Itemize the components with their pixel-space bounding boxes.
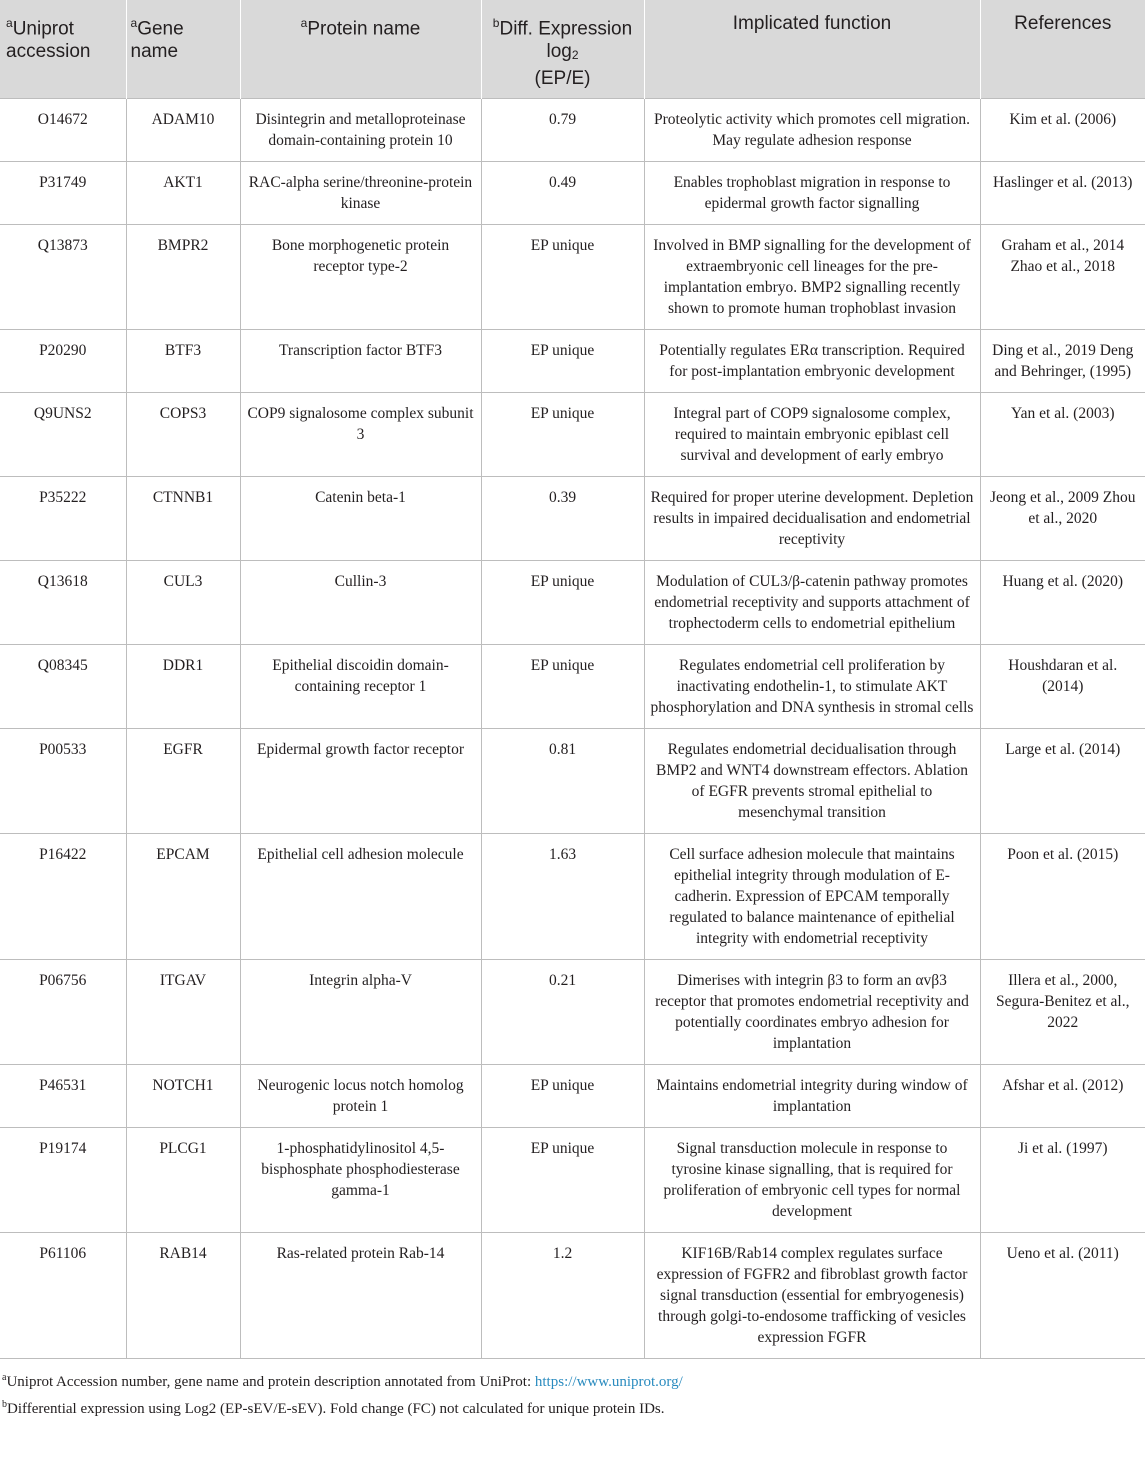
- header-accession: $^a$Uniprot accession: [0, 0, 126, 99]
- footnotes: [0, 1359, 1145, 1420]
- table-row: [0, 225, 1145, 330]
- table-row: [0, 162, 1145, 225]
- cell-gene: PLCG1: [126, 1128, 240, 1233]
- table-row: [0, 834, 1145, 960]
- cell-diff: 0.49: [481, 162, 644, 225]
- cell-accession: Q13873: [0, 225, 126, 330]
- cell-function: Maintains endometrial integrity during window of implantation: [644, 1065, 980, 1128]
- cell-diff: 1.63: [481, 834, 644, 960]
- cell-protein: Bone morphogenetic protein receptor type-2: [240, 225, 481, 330]
- cell-diff: 0.79: [481, 99, 644, 162]
- cell-protein: 1-phosphatidylinositol 4,5-bisphosphate phosphodiesterase gamma-1: [240, 1128, 481, 1233]
- cell-accession: P16422: [0, 834, 126, 960]
- cell-function: Integral part of COP9 signalosome complex, required to maintain embryonic epiblast cell survival and development of early embryo: [644, 393, 980, 477]
- table-row: [0, 1065, 1145, 1128]
- cell-function: Dimerises with integrin β3 to form an αvβ3 receptor that promotes endometrial receptivity and potentially coordinates embryo adhesion for implantation: [644, 960, 980, 1065]
- table-row: [0, 1128, 1145, 1233]
- cell-gene: COPS3: [126, 393, 240, 477]
- cell-references: Jeong et al., 2009 Zhou et al., 2020: [980, 477, 1145, 561]
- cell-gene: ITGAV: [126, 960, 240, 1065]
- cell-diff: EP unique: [481, 225, 644, 330]
- cell-protein: Ras-related protein Rab-14: [240, 1233, 481, 1359]
- cell-accession: P06756: [0, 960, 126, 1065]
- uniprot-link[interactable]: https://www.uniprot.org/: [534, 1374, 683, 1391]
- cell-references: Ueno et al. (2011): [980, 1233, 1145, 1359]
- cell-gene: NOTCH1: [126, 1065, 240, 1128]
- cell-accession: Q13618: [0, 561, 126, 645]
- cell-references: Yan et al. (2003): [980, 393, 1145, 477]
- table-row: [0, 477, 1145, 561]
- cell-function: Required for proper uterine development. Depletion results in impaired decidualisation and endometrial receptivity: [644, 477, 980, 561]
- cell-protein: Catenin beta-1: [240, 477, 481, 561]
- table-header: [0, 0, 1145, 99]
- cell-diff: EP unique: [481, 1128, 644, 1233]
- cell-references: Graham et al., 2014 Zhao et al., 2018: [980, 225, 1145, 330]
- cell-accession: P00533: [0, 729, 126, 834]
- cell-protein: Epithelial cell adhesion molecule: [240, 834, 481, 960]
- cell-accession: P19174: [0, 1128, 126, 1233]
- cell-diff: 0.39: [481, 477, 644, 561]
- cell-function: Enables trophoblast migration in response to epidermal growth factor signalling: [644, 162, 980, 225]
- cell-protein: COP9 signalosome complex subunit 3: [240, 393, 481, 477]
- cell-gene: AKT1: [126, 162, 240, 225]
- cell-function: Proteolytic activity which promotes cell migration. May regulate adhesion response: [644, 99, 980, 162]
- cell-function: Cell surface adhesion molecule that maintains epithelial integrity through modulation of E-cadherin. Expression of EPCAM temporally regulated to balance maintenance of epithelial integrity with endometrial receptivity: [644, 834, 980, 960]
- cell-diff: 0.81: [481, 729, 644, 834]
- cell-diff: EP unique: [481, 1065, 644, 1128]
- header-function: Implicated function: [644, 0, 980, 99]
- table-row: [0, 729, 1145, 834]
- table-row: [0, 393, 1145, 477]
- cell-protein: Epithelial discoidin domain-containing receptor 1: [240, 645, 481, 729]
- cell-function: Modulation of CUL3/β-catenin pathway promotes endometrial receptivity and supports attachment of trophectoderm cells to endometrial epithelium: [644, 561, 980, 645]
- footnote-a: $^a$Uniprot Accession number, gene name and protein description annotated from UniProt: https://www.uniprot.org/: [2, 1372, 683, 1391]
- cell-references: Huang et al. (2020): [980, 561, 1145, 645]
- cell-diff: EP unique: [481, 393, 644, 477]
- cell-gene: ADAM10: [126, 99, 240, 162]
- cell-accession: O14672: [0, 99, 126, 162]
- cell-references: Illera et al., 2000, Segura-Benitez et al., 2022: [980, 960, 1145, 1065]
- cell-function: KIF16B/Rab14 complex regulates surface expression of FGFR2 and fibroblast growth factor signal transduction (essential for embryogenesis) through golgi-to-endosome trafficking of vesicles expression FGFR: [644, 1233, 980, 1359]
- cell-accession: P20290: [0, 330, 126, 393]
- cell-accession: P35222: [0, 477, 126, 561]
- cell-references: Poon et al. (2015): [980, 834, 1145, 960]
- header-references: References: [980, 0, 1145, 99]
- cell-function: Regulates endometrial decidualisation through BMP2 and WNT4 downstream effectors. Ablation of EGFR prevents stromal epithelial to mesenchymal transition: [644, 729, 980, 834]
- cell-protein: RAC-alpha serine/threonine-protein kinase: [240, 162, 481, 225]
- cell-diff: 0.21: [481, 960, 644, 1065]
- cell-accession: Q9UNS2: [0, 393, 126, 477]
- cell-gene: CUL3: [126, 561, 240, 645]
- cell-protein: Transcription factor BTF3: [240, 330, 481, 393]
- cell-references: Kim et al. (2006): [980, 99, 1145, 162]
- cell-diff: EP unique: [481, 645, 644, 729]
- cell-function: Potentially regulates ERα transcription. Required for post-implantation embryonic development: [644, 330, 980, 393]
- cell-diff: 1.2: [481, 1233, 644, 1359]
- cell-gene: EPCAM: [126, 834, 240, 960]
- cell-gene: CTNNB1: [126, 477, 240, 561]
- header-protein: $^a$Protein name: [240, 0, 481, 99]
- cell-references: Ji et al. (1997): [980, 1128, 1145, 1233]
- cell-diff: EP unique: [481, 561, 644, 645]
- table-row: [0, 561, 1145, 645]
- cell-function: Signal transduction molecule in response to tyrosine kinase signalling, that is required for proliferation of embryonic cell types for normal development: [644, 1128, 980, 1233]
- table-row: [0, 330, 1145, 393]
- cell-accession: P61106: [0, 1233, 126, 1359]
- cell-protein: Neurogenic locus notch homolog protein 1: [240, 1065, 481, 1128]
- cell-gene: RAB14: [126, 1233, 240, 1359]
- cell-references: Afshar et al. (2012): [980, 1065, 1145, 1128]
- cell-protein: Cullin-3: [240, 561, 481, 645]
- cell-gene: BTF3: [126, 330, 240, 393]
- cell-protein: Integrin alpha-V: [240, 960, 481, 1065]
- table-row: [0, 645, 1145, 729]
- cell-references: Houshdaran et al. (2014): [980, 645, 1145, 729]
- cell-function: Involved in BMP signalling for the development of extraembryonic cell lineages for the pre-implantation embryo. BMP2 signalling recently shown to promote human trophoblast invasion: [644, 225, 980, 330]
- cell-references: Haslinger et al. (2013): [980, 162, 1145, 225]
- table-row: [0, 1233, 1145, 1359]
- cell-gene: DDR1: [126, 645, 240, 729]
- cell-accession: P46531: [0, 1065, 126, 1128]
- table-row: [0, 99, 1145, 162]
- cell-accession: Q08345: [0, 645, 126, 729]
- cell-gene: BMPR2: [126, 225, 240, 330]
- cell-gene: EGFR: [126, 729, 240, 834]
- header-gene: $^a$Gene name: [126, 0, 240, 99]
- cell-diff: EP unique: [481, 330, 644, 393]
- cell-function: Regulates endometrial cell proliferation by inactivating endothelin-1, to stimulate AKT phosphorylation and DNA synthesis in stromal cells: [644, 645, 980, 729]
- table-row: [0, 960, 1145, 1065]
- cell-references: Ding et al., 2019 Deng and Behringer, (1995): [980, 330, 1145, 393]
- cell-protein: Disintegrin and metalloproteinase domain-containing protein 10: [240, 99, 481, 162]
- cell-references: Large et al. (2014): [980, 729, 1145, 834]
- cell-accession: P31749: [0, 162, 126, 225]
- footnote-b: $^b$Differential expression using Log2 (EP-sEV/E-sEV). Fold change (FC) not calculated for unique protein IDs.: [2, 1399, 665, 1418]
- cell-protein: Epidermal growth factor receptor: [240, 729, 481, 834]
- header-diff-expression: $^b$Diff. Expression $\log_2$ (EP/E): [481, 0, 644, 99]
